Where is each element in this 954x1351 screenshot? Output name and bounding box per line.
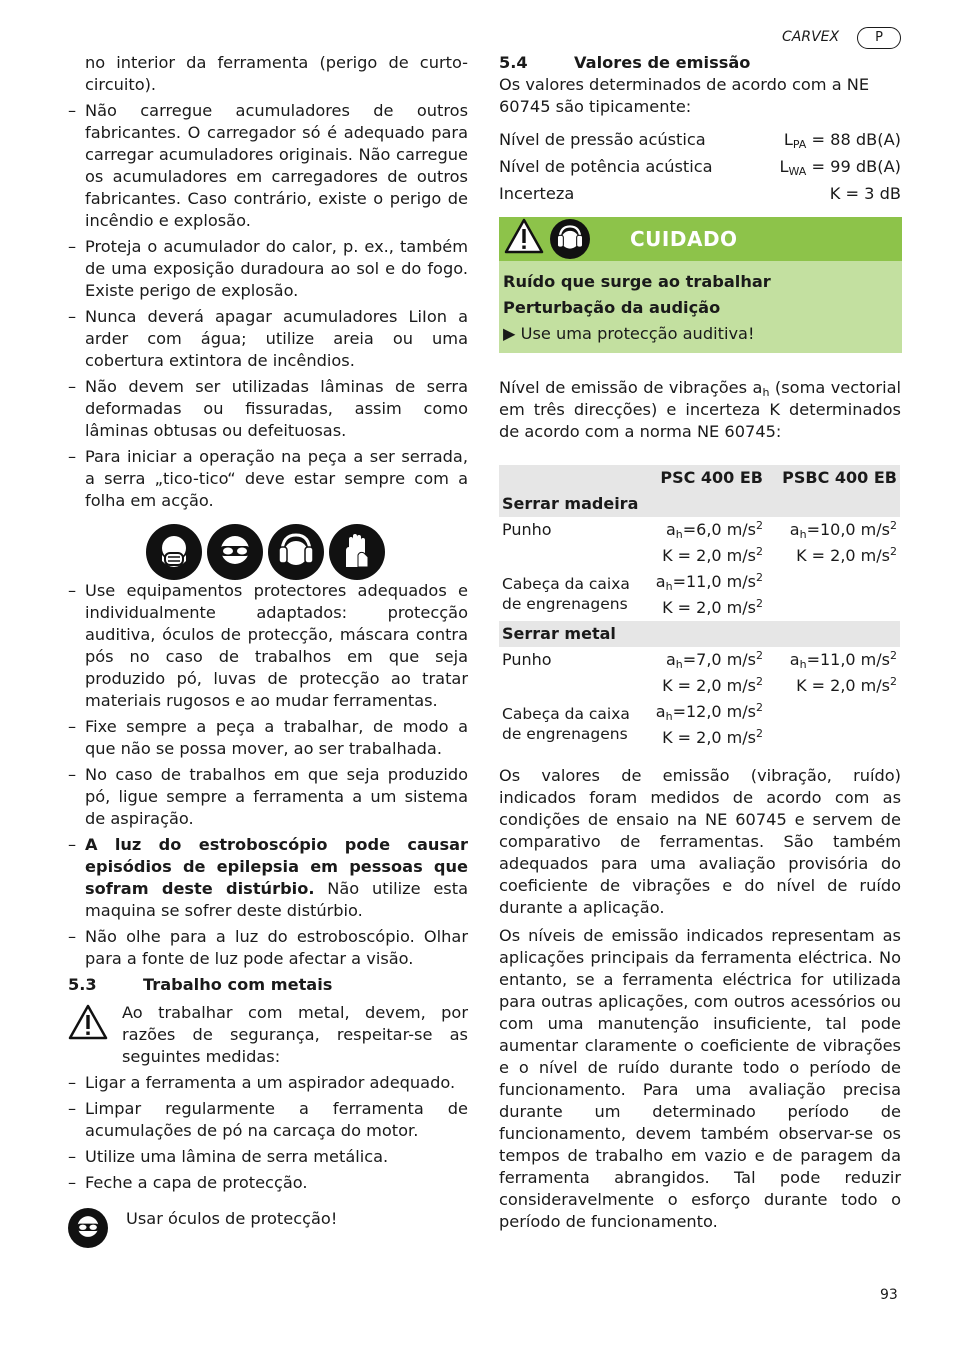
left-column: [68, 52, 468, 1248]
glasses-text: Usar óculos de protecção!: [126, 1209, 338, 1228]
list-item: – Para iniciar a operação na peça a ser serrada, a serra „tico-tico“ deve estar sempre com a folha em acção.: [68, 447, 468, 510]
caution-title: CUIDADO: [630, 227, 738, 251]
table-row: Punho $a_h=6,0$ $m/s^2$ K = 2,0 $m/s^2$ $a_h=10,0$ $m/s^2$ K = 2,0 $m/s^2$: [502, 519, 897, 565]
caution-header: [499, 217, 902, 261]
table-row: Cabeça da caixa de engrenagens $a_h=12,0$ $m/s^2$ K = 2,0 $m/s^2$: [502, 701, 763, 747]
vibration-intro: Nível de emissão de vibrações $a_h$ (soma vectorial em três direcções) e incerteza K determinados de acordo com a norma NE 60745:: [499, 378, 901, 441]
brand-name: CARVEX: [782, 29, 840, 45]
safety-glasses-icon: [68, 1208, 108, 1248]
emission-row: Nível de pressão acústica $L_{PA} = 88$ dB(A): [499, 130, 901, 151]
list-item: – Não carregue acumuladores de outros fabricantes. O carregador só é adequado para carregar acumuladores originais. Não carregue os acumuladores em carregadores de outros fabricantes. Caso contrário, existe o perigo de incêndio e explosão.: [68, 101, 468, 230]
list-item: – Fixe sempre a peça a trabalhar, de modo a que não se possa mover, ao ser trabalhada.: [68, 717, 468, 758]
list-item: – Utilize uma lâmina de serra metálica.: [68, 1147, 389, 1166]
arrow-right-icon: ▶: [503, 324, 516, 343]
list-item: – Limpar regularmente a ferramenta de acumulações de pó na carcaça do motor.: [68, 1099, 468, 1140]
list-item: – A luz do estroboscópio pode causar episódios de epilepsia em pessoas que sofram deste distúrbio. Não utilize esta maquina se sofrer deste distúrbio.: [68, 835, 468, 920]
list-item: – No caso de trabalhos em que seja produzido pó, ligue sempre a ferramenta a um sistema de aspiração.: [68, 765, 468, 828]
table-row: Cabeça da caixa de engrenagens $a_h=11,0$ $m/s^2$ K = 2,0 $m/s^2$: [502, 571, 763, 617]
right-column: [499, 52, 901, 1233]
ear-protection-icon: [550, 219, 590, 259]
warning-block: [68, 1002, 468, 1068]
warning-triangle-icon: [68, 1002, 110, 1068]
list-item: – Não devem ser utilizadas lâminas de serra deformadas ou fissuradas, assim como lâminas obtusas ou defeituosas.: [68, 377, 468, 440]
table-header-row: PSC 400 EB PSBC 400 EB: [499, 465, 900, 491]
list-item: – Ligar a ferramenta a um aspirador adequado.: [68, 1073, 456, 1092]
emission-row: Nível de potência acústica $L_{WA} = 99$ dB(A): [499, 157, 901, 178]
dust-mask-icon: [146, 524, 202, 580]
section-heading: 5.4 Valores de emissão: [499, 53, 751, 72]
emission-row: Incerteza K = 3 dB: [499, 184, 901, 203]
list-item: – Proteja o acumulador do calor, p. ex., também de uma exposição duradoura ao sol e do fogo. Existe perigo de explosão.: [68, 237, 468, 300]
table-row: Punho $a_h=7,0$ $m/s^2$ K = 2,0 $m/s^2$ $a_h=11,0$ $m/s^2$ K = 2,0 $m/s^2$: [502, 649, 897, 695]
ppe-icons: [146, 524, 468, 580]
intro-text: no interior da ferramenta (perigo de curto-circuito).: [85, 53, 468, 94]
paragraph: Os níveis de emissão indicados representam as aplicações principais da ferramenta eléctrica. No entanto, se a ferramenta eléctrica for utilizada para outras aplicações, com outros acessórios ou com uma manutenção insuficiente, tal pode aumentar claramente o coeficiente de vibrações e o nível de ruído durante todo o período de funcionamento. Para uma avaliação precisa durante um determinado período de funcionamento, devem também observar-se os tempos de trabalho em vazio e de paragem da ferramenta abrangidos. Tal pode reduzir consideravelmente o esforço durante todo o período de funcionamento.: [499, 926, 901, 1231]
list-item: – Feche a capa de protecção.: [68, 1173, 308, 1192]
list-item: – Não olhe para a luz do estroboscópio. Olhar para a fonte de luz pode afectar a visão.: [68, 927, 468, 968]
language-badge: P: [857, 27, 901, 49]
emission-intro: Os valores determinados de acordo com a NE 60745 são tipicamente:: [499, 75, 870, 116]
page-number: 93: [880, 1287, 898, 1303]
list-item: – Use equipamentos protectores adequados e individualmente adaptados: protecção auditiva, óculos de protecção, máscara contra pós no caso de trabalhos em que seja produzido pó, luvas de protecção ao tratar materiais rugosos e ao mudar ferramentas.: [68, 581, 468, 710]
section-heading: 5.3 Trabalho com metais: [68, 975, 333, 994]
glasses-note: [68, 1208, 468, 1248]
warning-triangle-icon: [504, 218, 544, 260]
list-item: – Nunca deverá apagar acumuladores LiIon a arder com água; utilize areia ou uma cobertura extintora de incêndios.: [68, 307, 468, 370]
paragraph: Os valores de emissão (vibração, ruído) indicados foram medidos de acordo com as condições de ensaio na NE 60745 e servem de comparativo de ferramentas. São também adequados para uma avaliação provisória do coeficiente de vibrações e do nível de ruído durante a aplicação.: [499, 766, 901, 917]
caution-body: Ruído que surge ao trabalhar Perturbação da audição ▶ Use uma protecção auditiva!: [499, 261, 902, 353]
table-section-row: Serrar madeira: [499, 491, 900, 517]
table-section-row: Serrar metal: [499, 621, 900, 647]
caution-box: [499, 217, 902, 353]
safety-glasses-icon: [207, 524, 263, 580]
protective-gloves-icon: [329, 524, 385, 580]
ear-protection-icon: [268, 524, 324, 580]
vibration-table: [499, 465, 900, 751]
warning-text: Ao trabalhar com metal, devem, por razões de segurança, respeitar-se as seguintes medidas:: [122, 1003, 468, 1066]
